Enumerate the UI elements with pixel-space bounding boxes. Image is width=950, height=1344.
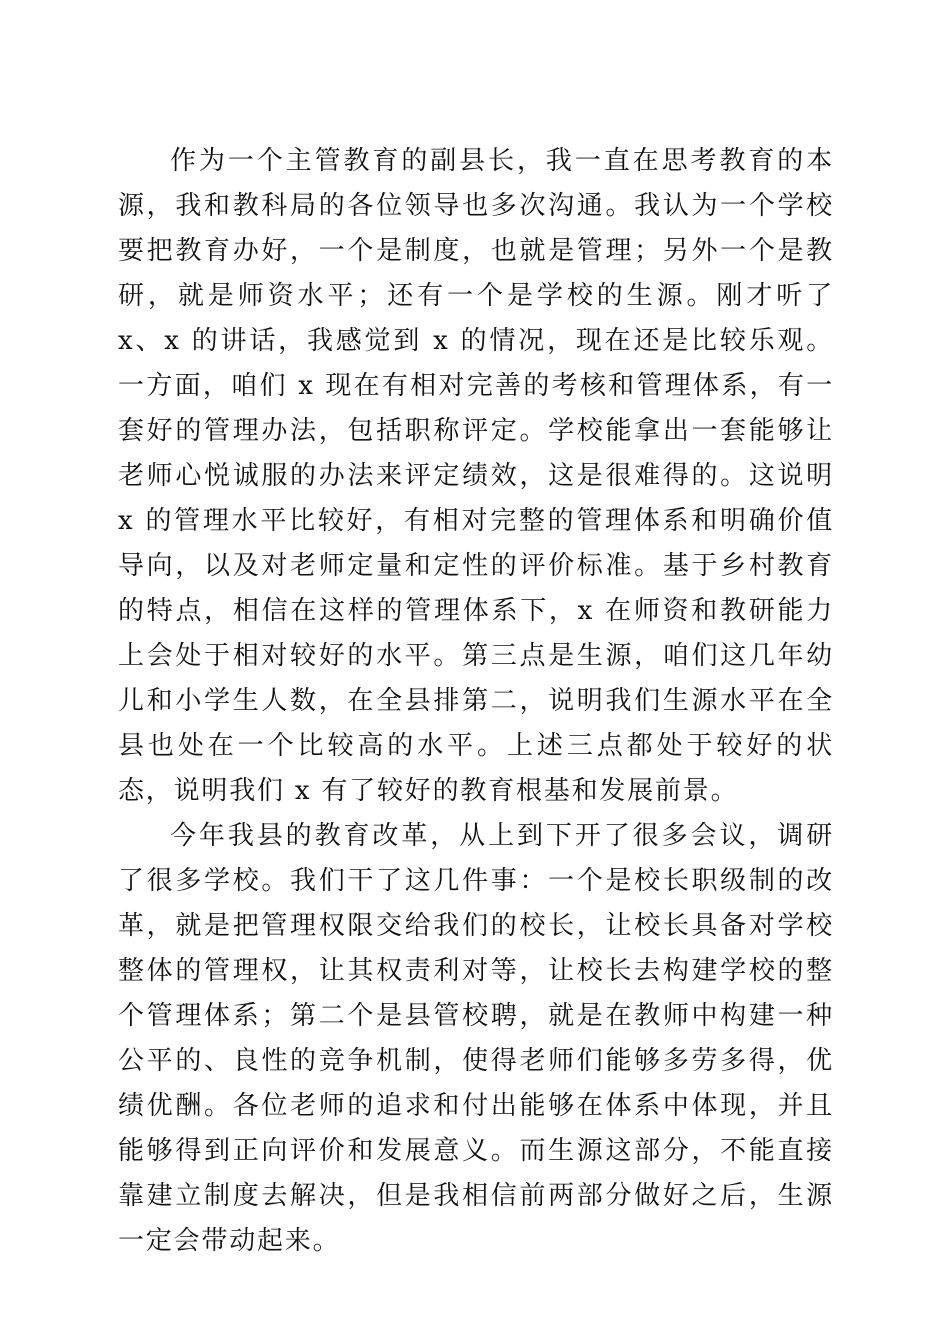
- paragraph-2: 今年我县的教育改革，从上到下开了很多会议，调研了很多学校。我们干了这几件事：一个是校长职级制的改革，就是把管理权限交给我们的校长，让校长具备对学校整体的管理权，让其权责利对等，让校长去构建学校的整个管理体系；第二个是县管校聘，就是在教师中构建一种公平的、良性的竞争机制，使得老师们能够多劳多得，优绩优酬。各位老师的追求和付出能够在体系中体现，并且能够得到正向评价和发展意义。而生源这部分，不能直接靠建立制度去解决，但是我相信前两部分做好之后，生源一定会带动起来。: [118, 821, 834, 1256]
- paragraph-1: 作为一个主管教育的副县长，我一直在思考教育的本源，我和教科局的各位领导也多次沟通。我认为一个学校要把教育办好，一个是制度，也就是管理；另外一个是教研，就是师资水平；还有一个是学校的生源。刚才听了 x、x 的讲话，我感觉到 x 的情况，现在还是比较乐观。一方面，咱们 x 现在有相对完善的考核和管理体系，有一套好的管理办法，包括职称评定。学校能拿出一套能够让老师心悦诚服的办法来评定绩效，这是很难得的。这说明 x 的管理水平比较好，有相对完整的管理体系和明确价值导向，以及对老师定量和定性的评价标准。基于乡村教育的特点，相信在这样的管理体系下，x 在师资和教研能力上会处于相对较好的水平。第三点是生源，咱们这几年幼儿和小学生人数，在全县排第二，说明我们生源水平在全县也处在一个比较高的水平。上述三点都处于较好的状态，说明我们 x 有了较好的教育根基和发展前景。: [118, 146, 834, 806]
- document-body: [118, 139, 834, 1264]
